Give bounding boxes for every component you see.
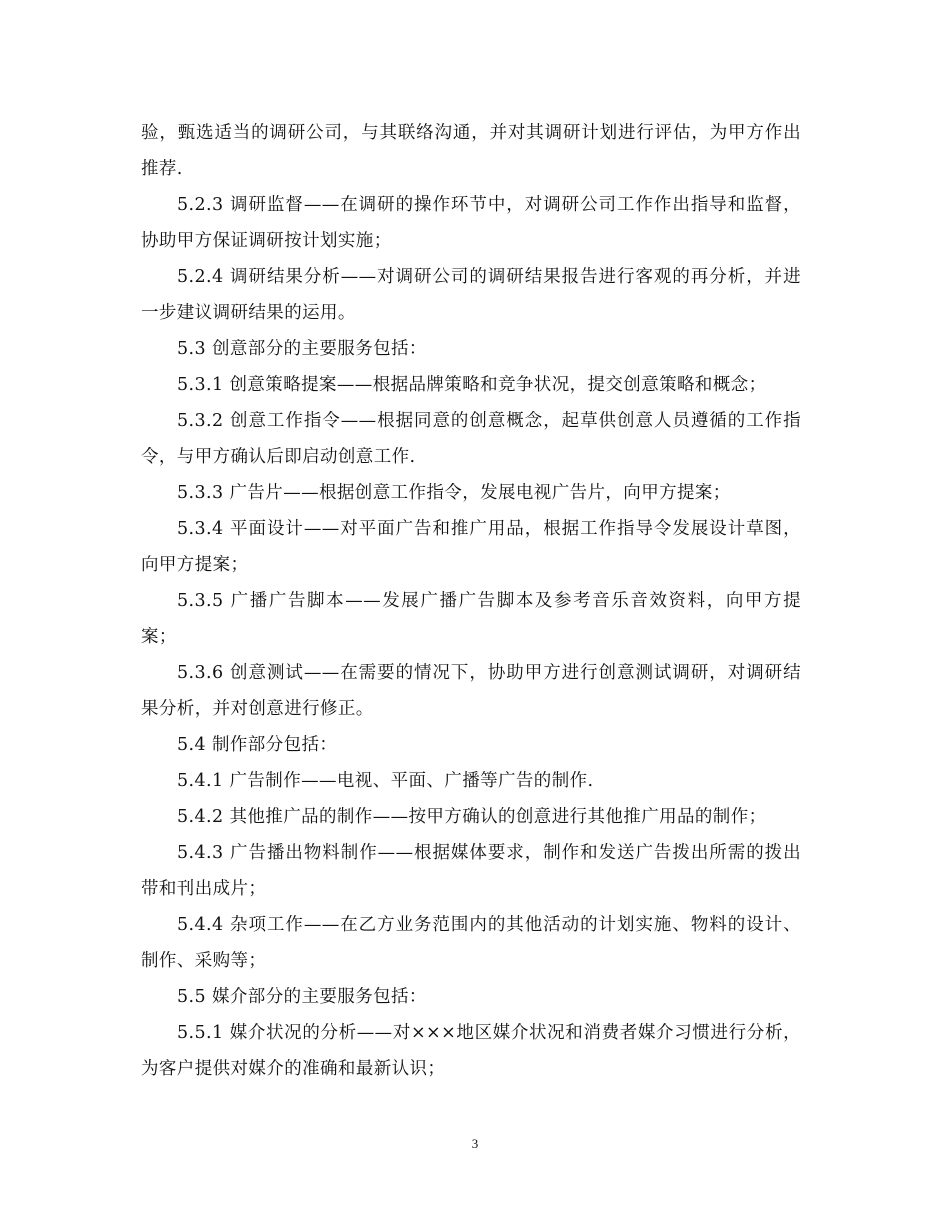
paragraph-5-5-1: 5.5.1 媒介状况的分析——对×××地区媒介状况和消费者媒介习惯进行分析，为客户提供对媒介的准确和最新认识； <box>141 1023 801 1079</box>
paragraph-5-3: 5.3 创意部分的主要服务包括： <box>177 339 427 359</box>
paragraph-5-3-1: 5.3.1 创意策略提案——根据品牌策略和竞争状况，提交创意策略和概念； <box>177 375 767 395</box>
paragraph-5-4-3: 5.4.3 广告播出物料制作——根据媒体要求，制作和发送广告拨出所需的拨出带和刊出成片； <box>141 843 801 899</box>
paragraph-5-4-4: 5.4.4 杂项工作——在乙方业务范围内的其他活动的计划实施、物料的设计、制作、采购等； <box>141 915 801 971</box>
paragraph-5-3-5: 5.3.5 广播广告脚本——发展广播广告脚本及参考音乐音效资料，向甲方提案； <box>141 591 801 647</box>
page-number: 3 <box>471 1136 479 1151</box>
paragraph-5-3-3: 5.3.3 广告片——根据创意工作指令，发展电视广告片，向甲方提案； <box>177 483 731 503</box>
paragraph-5-4-1: 5.4.1 广告制作——电视、平面、广播等广告的制作. <box>177 771 594 791</box>
paragraph-5-5: 5.5 媒介部分的主要服务包括： <box>177 987 427 1007</box>
paragraph-5-3-4: 5.3.4 平面设计——对平面广告和推广用品，根据工作指导令发展设计草图，向甲方提案； <box>141 519 801 575</box>
paragraph-5-4-2: 5.4.2 其他推广品的制作——按甲方确认的创意进行其他推广用品的制作； <box>177 807 767 827</box>
paragraph-5-2-4: 5.2.4 调研结果分析——对调研公司的调研结果报告进行客观的再分析，并进一步建议调研结果的运用。 <box>141 267 801 323</box>
paragraph-continuation: 验，甄选适当的调研公司，与其联络沟通，并对其调研计划进行评估，为甲方作出推荐. <box>141 123 801 179</box>
body-text <box>141 115 801 1087</box>
paragraph-5-2-3: 5.2.3 调研监督——在调研的操作环节中，对调研公司工作作出指导和监督，协助甲方保证调研按计划实施； <box>141 195 801 251</box>
paragraph-5-4: 5.4 制作部分包括： <box>177 735 338 755</box>
paragraph-5-3-6: 5.3.6 创意测试——在需要的情况下，协助甲方进行创意测试调研，对调研结果分析，并对创意进行修正。 <box>141 663 801 719</box>
paragraph-5-3-2: 5.3.2 创意工作指令——根据同意的创意概念，起草供创意人员遵循的工作指令，与甲方确认后即启动创意工作. <box>141 411 801 467</box>
